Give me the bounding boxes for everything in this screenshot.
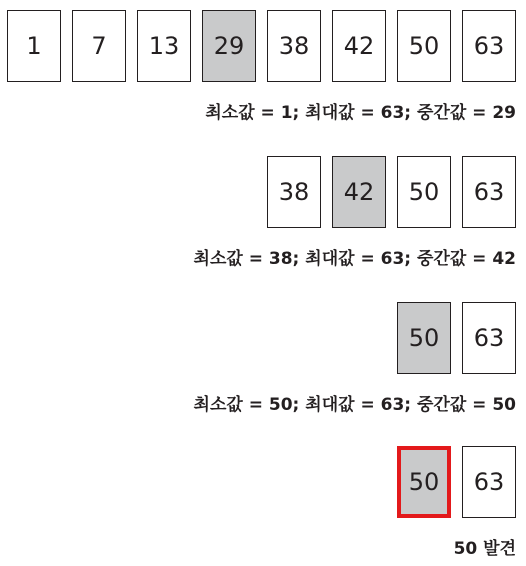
step-caption: 최소값 = 38; 최대값 = 63; 중간값 = 42 bbox=[193, 249, 516, 269]
array-cell: 7 bbox=[72, 10, 126, 82]
step-caption: 최소값 = 50; 최대값 = 63; 중간값 = 50 bbox=[193, 395, 516, 415]
array-cell: 63 bbox=[462, 302, 516, 374]
result-caption: 50 발견 bbox=[453, 539, 516, 559]
array-cell: 63 bbox=[462, 156, 516, 228]
array-cell: 50 bbox=[397, 10, 451, 82]
step-caption: 최소값 = 1; 최대값 = 63; 중간값 = 29 bbox=[205, 103, 516, 123]
array-cell-middle: 29 bbox=[202, 10, 256, 82]
array-row bbox=[397, 446, 516, 518]
array-cell: 1 bbox=[7, 10, 61, 82]
array-cell-middle: 50 bbox=[397, 302, 451, 374]
array-cell: 42 bbox=[332, 10, 386, 82]
array-row bbox=[267, 156, 516, 228]
array-cell: 38 bbox=[267, 156, 321, 228]
array-cell: 63 bbox=[462, 446, 516, 518]
array-row bbox=[7, 10, 516, 82]
array-cell: 63 bbox=[462, 10, 516, 82]
array-cell-middle: 42 bbox=[332, 156, 386, 228]
array-cell-found: 50 bbox=[397, 446, 451, 518]
array-row bbox=[397, 302, 516, 374]
array-cell: 13 bbox=[137, 10, 191, 82]
array-cell: 38 bbox=[267, 10, 321, 82]
array-cell: 50 bbox=[397, 156, 451, 228]
